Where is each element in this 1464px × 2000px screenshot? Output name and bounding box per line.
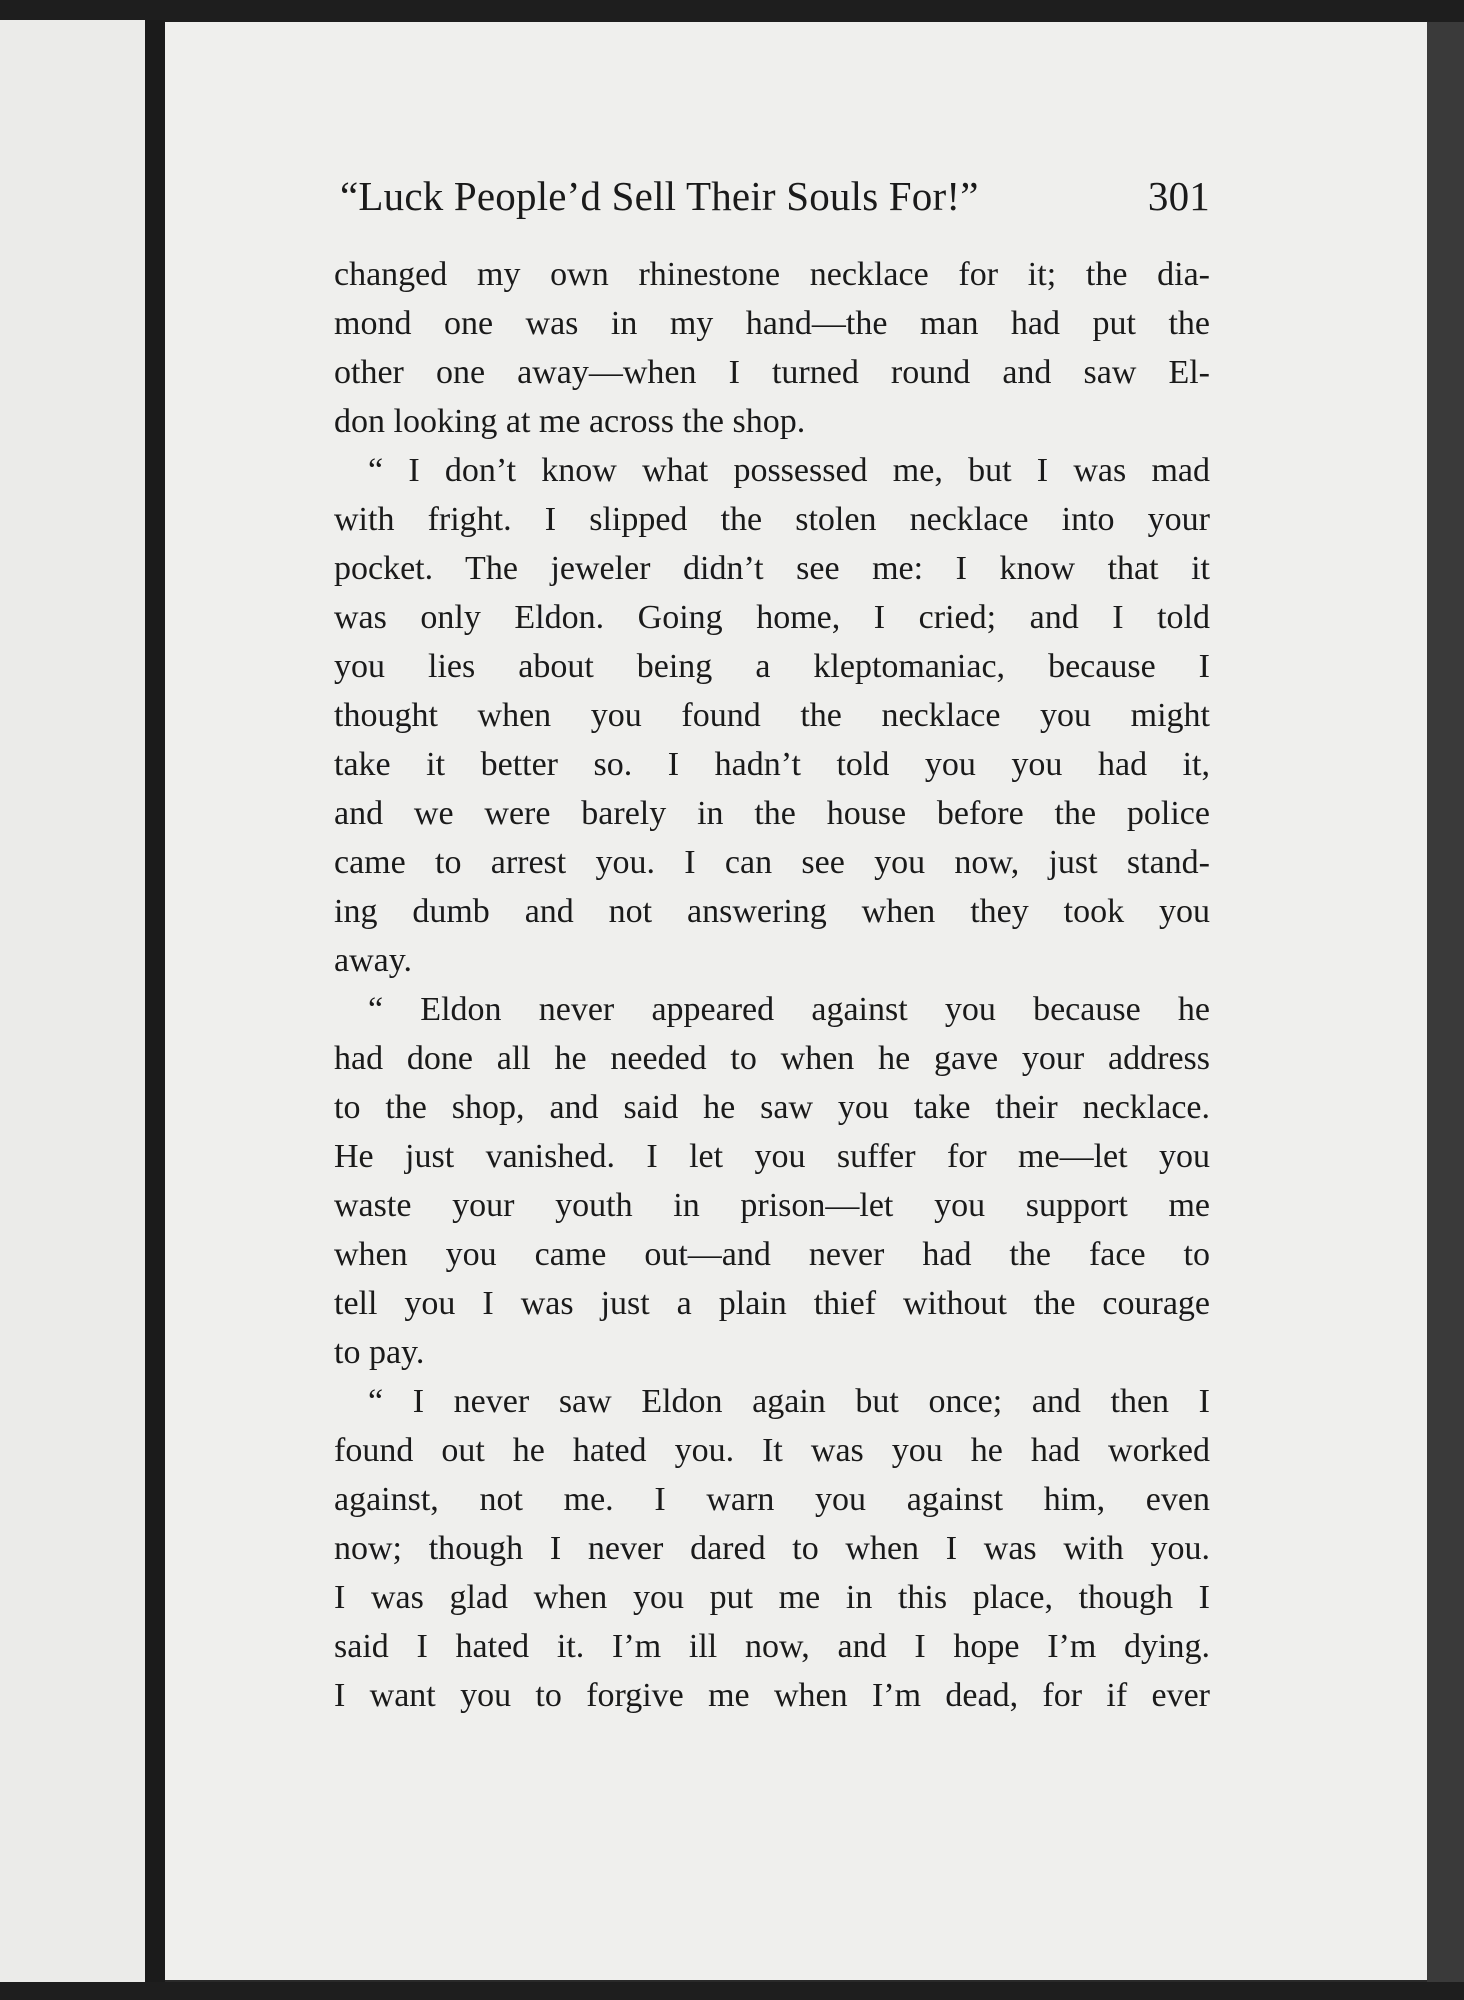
paragraph [334,985,1210,1377]
text-line: take it better so. I hadn’t told you you had it, [334,746,1210,783]
text-line: waste your youth in prison—let you support me [334,1187,1210,1224]
text-line: don looking at me across the shop. [334,403,806,440]
text-line: when you came out—and never had the face to [334,1236,1210,1273]
text-line: had done all he needed to when he gave your address [334,1040,1210,1077]
text-line: pocket. The jeweler didn’t see me: I know that it [334,550,1210,587]
text-line: mond one was in my hand—the man had put the [334,305,1210,342]
text-line: tell you I was just a plain thief without the courage [334,1285,1210,1322]
text-line: thought when you found the necklace you might [334,697,1210,734]
paragraph [334,250,1210,446]
text-line: changed my own rhinestone necklace for it; the dia- [334,256,1210,293]
scan-border-top [0,0,1464,22]
text-line: said I hated it. I’m ill now, and I hope I’m dying. [334,1628,1210,1665]
text-line: now; though I never dared to when I was with you. [334,1530,1210,1567]
text-line: and we were barely in the house before the police [334,795,1210,832]
text-line: I want you to forgive me when I’m dead, for if ever [334,1677,1210,1714]
facing-page-edge [0,20,145,1982]
text-line: you lies about being a kleptomaniac, because I [334,648,1210,685]
text-line: away. [334,942,413,979]
text-line: I was glad when you put me in this place, though I [334,1579,1210,1616]
text-line: other one away—when I turned round and saw El- [334,354,1210,391]
text-line: He just vanished. I let you suffer for me—let you [334,1138,1210,1175]
text-line: “ I never saw Eldon again but once; and then I [368,1383,1210,1420]
text-line: to the shop, and said he saw you take their necklace. [334,1089,1210,1126]
running-title: “Luck People’d Sell Their Souls For!” [340,173,979,219]
text-line: ing dumb and not answering when they took you [334,893,1210,930]
text-line: to pay. [334,1334,425,1371]
page-number: 301 [1147,173,1210,219]
running-header [340,172,1210,220]
text-line: was only Eldon. Going home, I cried; and I told [334,599,1210,636]
paragraph [334,1377,1210,1720]
body-text [334,250,1210,1720]
paragraph [334,446,1210,985]
text-line: came to arrest you. I can see you now, just stand- [334,844,1210,881]
text-line: “ Eldon never appeared against you because he [368,991,1210,1028]
text-line: found out he hated you. It was you he had worked [334,1432,1210,1469]
text-line: against, not me. I warn you against him, even [334,1481,1210,1518]
book-gutter [145,20,165,1982]
page-edge-shadow [1427,22,1464,1982]
scan-border-bottom [0,1982,1464,2000]
text-line: with fright. I slipped the stolen necklace into your [334,501,1210,538]
text-line: “ I don’t know what possessed me, but I was mad [368,452,1210,489]
